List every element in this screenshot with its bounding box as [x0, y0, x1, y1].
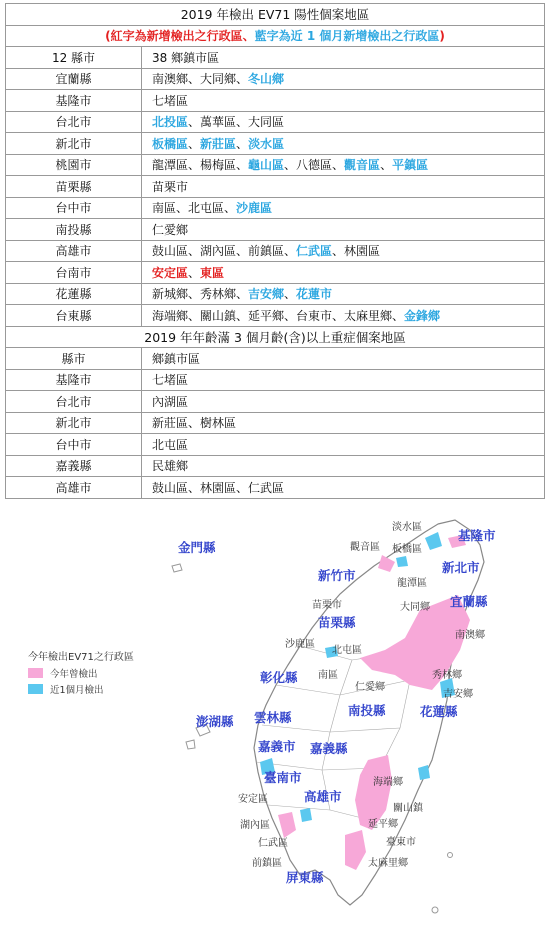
area-text: 南澳鄉、大同鄉、: [152, 72, 249, 87]
areas-cell: [142, 133, 545, 155]
areas-cell: 內湖區: [142, 391, 545, 413]
county-label: 基隆市: [458, 528, 496, 543]
county-label: 花蓮縣: [420, 704, 458, 719]
areas-cell: [142, 219, 545, 241]
area-text: 觀音區: [344, 158, 381, 173]
county-cell: 高雄市: [6, 477, 142, 499]
county-label: 新北市: [442, 560, 480, 575]
table2-col2-header: 鄉鎮市區: [142, 348, 545, 370]
district-label: 大同鄉: [400, 602, 430, 613]
table2-title: 2019 年年齡滿 3 個月齡(含)以上重症個案地區: [6, 326, 545, 348]
county-cell: 南投縣: [6, 219, 142, 241]
taiwan-map: [0, 500, 550, 945]
area-text: 、林園區: [332, 244, 381, 259]
district-label: 吉安鄉: [443, 689, 473, 700]
county-label: 宜蘭縣: [450, 594, 488, 609]
area-text: 安定區: [152, 265, 189, 280]
area-text: 新莊區: [200, 136, 237, 151]
areas-cell: [142, 90, 545, 112]
table1-row: [6, 197, 545, 219]
county-cell: 台北市: [6, 391, 142, 413]
table2-row: [6, 477, 545, 499]
areas-cell: 七堵區: [142, 369, 545, 391]
table1-row: [6, 68, 545, 90]
subtitle-open: (: [105, 29, 111, 44]
area-text: 、: [284, 287, 297, 302]
county-label: 雲林縣: [254, 710, 292, 725]
county-cell: 高雄市: [6, 240, 142, 262]
legend-swatch-pink: [28, 668, 43, 678]
district-label: 前鎮區: [252, 858, 282, 869]
areas-cell: [142, 154, 545, 176]
table1-title: 2019 年檢出 EV71 陽性個案地區: [6, 4, 545, 26]
county-cell: 嘉義縣: [6, 455, 142, 477]
county-cell: 台南市: [6, 262, 142, 284]
district-label: 淡水區: [392, 522, 422, 533]
subtitle-red: 紅字為新增檢出之行政區: [110, 29, 243, 44]
table1-row: [6, 262, 545, 284]
area-text: 龜山區: [248, 158, 285, 173]
district-label: 湖內區: [240, 820, 270, 831]
area-text: 吉安鄉: [248, 287, 285, 302]
table1-col2-header: 38 鄉鎮市區: [142, 47, 545, 69]
county-label: 苗栗縣: [318, 615, 356, 630]
table2-row: [6, 412, 545, 434]
table2-col1-header: 縣市: [6, 348, 142, 370]
district-label: 海端鄉: [373, 777, 403, 788]
county-cell: 宜蘭縣: [6, 68, 142, 90]
areas-cell: [142, 305, 545, 327]
legend-label-blue: 近1個月檢出: [50, 685, 104, 696]
county-cell: 基隆市: [6, 90, 142, 112]
area-text: 南區、北屯區、: [152, 201, 237, 216]
table1-row: [6, 154, 545, 176]
district-label: 板橋區: [392, 544, 422, 555]
area-text: 龍潭區、楊梅區、: [152, 158, 249, 173]
county-cell: 台東縣: [6, 305, 142, 327]
area-text: 苗栗市: [152, 179, 189, 194]
area-text: 金鋒鄉: [404, 308, 441, 323]
district-label: 仁武區: [258, 838, 288, 849]
table1-subtitle: [6, 25, 545, 47]
areas-cell: [142, 240, 545, 262]
district-label: 臺東市: [386, 837, 416, 848]
areas-cell: [142, 176, 545, 198]
area-text: 鼓山區、湖內區、前鎮區、: [152, 244, 297, 259]
subtitle-close: ): [439, 29, 445, 44]
areas-cell: 鼓山區、林園區、仁武區: [142, 477, 545, 499]
county-label: 澎湖縣: [196, 714, 234, 729]
legend-label-pink: 今年曾檢出: [50, 669, 98, 680]
area-text: 沙鹿區: [236, 201, 273, 216]
table1-row: [6, 219, 545, 241]
district-label: 秀林鄉: [432, 670, 462, 681]
district-label: 觀音區: [350, 542, 380, 553]
table2-row: [6, 434, 545, 456]
county-label: 嘉義縣: [310, 741, 348, 756]
county-cell: 台中市: [6, 197, 142, 219]
county-cell: 新北市: [6, 133, 142, 155]
area-text: 新城鄉、秀林鄉、: [152, 287, 249, 302]
table2-row: [6, 391, 545, 413]
district-label: 南區: [318, 670, 338, 681]
subtitle-blue: 藍字為近 1 個月新增檢出之行政區: [254, 29, 440, 44]
table1-row: [6, 111, 545, 133]
table1-row: [6, 283, 545, 305]
areas-cell: 北屯區: [142, 434, 545, 456]
area-text: 、萬華區、大同區: [188, 115, 285, 130]
district-label: 南澳鄉: [455, 630, 485, 641]
district-label: 苗栗市: [312, 600, 342, 611]
area-text: 、: [380, 158, 393, 173]
county-cell: 新北市: [6, 412, 142, 434]
county-label: 彰化縣: [260, 670, 298, 685]
table1-col1-header: 12 縣市: [6, 47, 142, 69]
county-label: 高雄市: [304, 789, 342, 804]
legend-title: 今年檢出EV71之行政區: [28, 652, 134, 663]
county-label: 南投縣: [348, 703, 386, 718]
areas-cell: [142, 262, 545, 284]
table1-row: [6, 240, 545, 262]
table1-row: [6, 305, 545, 327]
county-cell: 桃園市: [6, 154, 142, 176]
areas-cell: [142, 197, 545, 219]
county-label: 屏東縣: [286, 870, 324, 885]
district-label: 北屯區: [332, 645, 362, 656]
district-label: 太麻里鄉: [368, 858, 408, 869]
areas-cell: [142, 68, 545, 90]
areas-cell: [142, 111, 545, 133]
ev71-table: [5, 3, 545, 499]
table1-row: [6, 133, 545, 155]
area-text: 七堵區: [152, 93, 189, 108]
area-text: 板橋區: [152, 136, 189, 151]
area-text: 花蓮市: [296, 287, 333, 302]
area-text: 平鎮區: [392, 158, 429, 173]
area-text: 、八德區、: [284, 158, 345, 173]
subtitle-sep: 、: [242, 29, 255, 44]
area-text: 、: [188, 265, 201, 280]
district-label: 延平鄉: [368, 819, 398, 830]
county-cell: 台北市: [6, 111, 142, 133]
area-text: 、: [188, 136, 201, 151]
area-text: 仁武區: [296, 244, 333, 259]
district-label: 沙鹿區: [285, 639, 315, 650]
areas-cell: [142, 283, 545, 305]
county-cell: 苗栗縣: [6, 176, 142, 198]
area-text: 仁愛鄉: [152, 222, 189, 237]
table2-row: [6, 369, 545, 391]
county-cell: 基隆市: [6, 369, 142, 391]
area-text: 冬山鄉: [248, 72, 285, 87]
county-label: 新竹市: [318, 568, 356, 583]
table1-row: [6, 176, 545, 198]
areas-cell: 新莊區、樹林區: [142, 412, 545, 434]
area-text: 海端鄉、關山鎮、延平鄉、台東市、太麻里鄉、: [152, 308, 405, 323]
legend-swatch-blue: [28, 684, 43, 694]
area-text: 、: [236, 136, 249, 151]
table1-row: [6, 90, 545, 112]
county-label: 金門縣: [178, 540, 216, 555]
county-cell: 花蓮縣: [6, 283, 142, 305]
area-text: 北投區: [152, 115, 189, 130]
district-label: 龍潭區: [397, 578, 427, 589]
map-legend: [28, 650, 134, 696]
county-cell: 台中市: [6, 434, 142, 456]
county-label: 嘉義市: [258, 739, 296, 754]
table2-row: [6, 455, 545, 477]
district-label: 仁愛鄉: [355, 682, 385, 693]
area-text: 淡水區: [248, 136, 285, 151]
district-label: 關山鎮: [393, 803, 423, 814]
areas-cell: 民雄鄉: [142, 455, 545, 477]
area-text: 東區: [200, 265, 225, 280]
county-label: 臺南市: [264, 770, 302, 785]
district-label: 安定區: [238, 794, 268, 805]
